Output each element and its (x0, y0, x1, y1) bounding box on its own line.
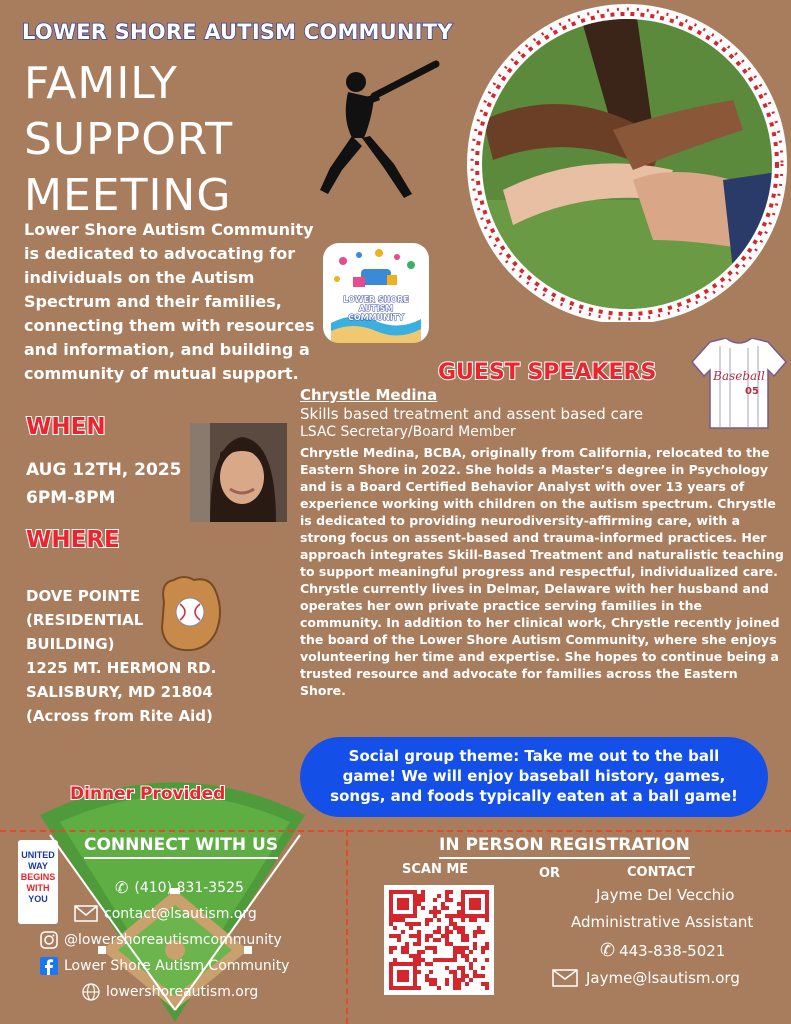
logo-text (323, 295, 429, 322)
title-line-1: FAMILY (24, 58, 178, 109)
speaker-topic: Skills based treatment and assent based care (300, 405, 644, 423)
intro-text: Lower Shore Autism Community is dedicated to advocating for individuals on the Autism Spectrum and their families, connecting them with resources and information, and building a community of mutual support. (24, 220, 315, 383)
instagram-icon (40, 931, 58, 949)
lsac-logo (323, 243, 429, 343)
where-heading: WHERE (26, 527, 120, 553)
contact-role: Administrative Assistant (571, 913, 754, 931)
contact-phone-row[interactable] (600, 940, 725, 961)
speaker-role: LSAC Secretary/Board Member (300, 424, 516, 440)
logo-line-1: LOWER SHORE (343, 295, 409, 304)
phone-icon: ✆ (115, 878, 129, 897)
contact-email-row[interactable] (552, 969, 740, 987)
page-title (24, 56, 233, 224)
address-line-4: 1225 MT. HERMON RD. (26, 659, 217, 677)
connect-phone: (410) 831-3525 (134, 879, 244, 896)
title-line-2: SUPPORT (24, 114, 234, 165)
connect-facebook-row[interactable] (40, 957, 289, 975)
connect-instagram-row[interactable] (40, 931, 282, 949)
vertical-divider (346, 830, 348, 1024)
baseball-glove-icon (154, 572, 226, 654)
connect-website: lowershoreautism.org (106, 984, 259, 1000)
connect-email-row[interactable] (74, 905, 257, 922)
title-line-3: MEETING (24, 170, 232, 221)
logo-line-3: COMMUNITY (347, 313, 404, 322)
registration-heading: IN PERSON REGISTRATION (439, 835, 690, 859)
social-theme-banner: Social group theme: Take me out to the ball game! We will enjoy baseball history, games, songs, and foods typically eaten at a ball game! (300, 737, 768, 817)
globe-icon (82, 983, 100, 1001)
or-label: OR (539, 866, 561, 881)
contact-email: Jayme@lsautism.org (586, 969, 740, 987)
contact-label: CONTACT (627, 865, 695, 880)
when-heading: WHEN (26, 414, 106, 440)
connect-instagram: @lowershoreautismcommunity (64, 932, 282, 948)
address-line-2: (RESIDENTIAL (26, 611, 144, 629)
uw-line-3: BEGINS (20, 872, 56, 882)
contact-name: Jayme Del Vecchio (596, 886, 735, 904)
connect-phone-row[interactable] (115, 878, 244, 897)
batter-silhouette-icon (312, 58, 440, 210)
connect-email: contact@lsautism.org (104, 905, 257, 922)
uw-line-1: UNITED (21, 850, 55, 860)
united-way-logo (18, 840, 58, 924)
speaker-bio: Chrystle Medina, BCBA, originally from California, relocated to the Eastern Shore in 2022. She holds a Master’s degree in Psychology and is a Board Certified Behavior Analyst with over 13 years of experience working with children on the autism spectrum. Chrystle is dedicated to providing neurodiversity-affirming care, with a strong focus on assent-based and trauma-informed practices. Her approach integrates Skill-Based Treatment and naturalistic teaching to support meaningful progress and respectful, individualized care. Chrystle currently lives in Delmar, Delaware with her husband and operates her own private practice serving families in the community. In addition to her clinical work, Chrystle recently joined the board of the Lower Shore Autism Community, where she enjoys volunteering her time and expertise. She hopes to continue being a trusted resource and advocate for families across the Eastern Shore. (300, 445, 784, 698)
speaker-block (300, 386, 785, 699)
mail-icon (74, 905, 98, 922)
guest-speakers-heading: GUEST SPEAKERS (438, 360, 657, 385)
address-line-1: DOVE POINTE (26, 587, 141, 605)
qr-code[interactable] (384, 885, 494, 995)
hands-baseball-photo (463, 0, 791, 322)
address-line-6: (Across from Rite Aid) (26, 707, 213, 725)
jersey-number: 05 (745, 386, 759, 397)
event-date-time (26, 456, 181, 512)
logo-line-2: AUTISM (358, 304, 394, 313)
speaker-name: Chrystle Medina (300, 386, 438, 404)
phone-icon: ✆ (600, 940, 616, 961)
event-time: 6PM-8PM (26, 488, 116, 508)
dinner-provided-label: Dinner Provided (70, 784, 226, 804)
contact-phone: 443-838-5021 (619, 941, 726, 960)
speaker-photo (190, 423, 287, 522)
connect-heading: CONNNECT WITH US (84, 835, 278, 859)
address-line-3: BUILDING) (26, 635, 115, 653)
logo-art-icon (323, 243, 429, 343)
jersey-text: Baseball (713, 369, 765, 383)
uw-line-2: WAY (28, 861, 48, 871)
event-date: AUG 12TH, 2025 (26, 460, 182, 480)
scan-me-label: SCAN ME (402, 862, 469, 877)
horizontal-divider (0, 830, 791, 832)
uw-line-4: WITH (26, 883, 50, 893)
facebook-icon (40, 957, 58, 975)
connect-website-row[interactable] (82, 983, 258, 1001)
connect-facebook: Lower Shore Autism Community (64, 958, 290, 974)
address-line-5: SALISBURY, MD 21804 (26, 683, 213, 701)
uw-line-5: YOU (28, 894, 48, 904)
mail-icon (552, 969, 578, 987)
org-name: LOWER SHORE AUTISM COMMUNITY (22, 20, 453, 44)
